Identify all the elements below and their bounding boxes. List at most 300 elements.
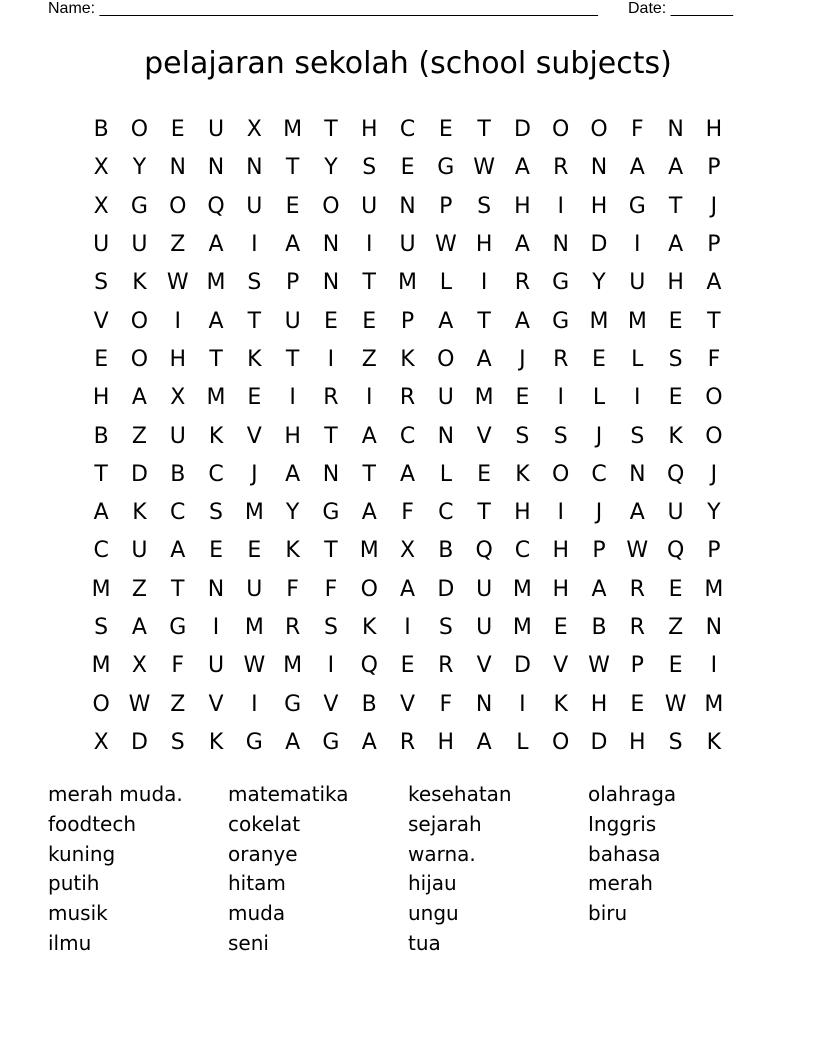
word-list-item: cokelat: [228, 811, 301, 836]
grid-letter[interactable]: H: [552, 538, 569, 564]
grid-letter[interactable]: E: [592, 346, 606, 372]
grid-letter[interactable]: R: [438, 653, 454, 679]
grid-letter[interactable]: X: [246, 117, 262, 143]
grid-letter[interactable]: D: [130, 729, 148, 755]
grid-letter[interactable]: Y: [285, 500, 300, 526]
grid-letter[interactable]: J: [710, 193, 718, 219]
grid-letter[interactable]: V: [323, 691, 339, 717]
grid-letter[interactable]: I: [365, 385, 373, 411]
grid-letter[interactable]: V: [246, 423, 262, 449]
grid-letter[interactable]: Z: [131, 423, 147, 449]
grid-letter[interactable]: C: [399, 117, 416, 143]
grid-letter[interactable]: S: [94, 270, 109, 296]
grid-letter[interactable]: F: [630, 117, 644, 143]
grid-letter[interactable]: T: [477, 500, 491, 526]
grid-letter[interactable]: N: [437, 423, 455, 449]
grid-letter[interactable]: M: [91, 653, 111, 679]
grid-letter[interactable]: A: [476, 346, 492, 372]
grid-letter[interactable]: T: [324, 117, 338, 143]
grid-letter[interactable]: S: [209, 500, 224, 526]
grid-letter[interactable]: W: [626, 538, 649, 564]
grid-letter[interactable]: A: [706, 270, 722, 296]
grid-letter[interactable]: W: [166, 270, 189, 296]
grid-letter[interactable]: M: [91, 576, 111, 602]
grid-letter[interactable]: A: [361, 729, 377, 755]
grid-letter[interactable]: O: [552, 729, 570, 755]
grid-letter[interactable]: L: [592, 385, 606, 411]
grid-letter[interactable]: T: [707, 308, 721, 334]
grid-letter[interactable]: K: [247, 346, 262, 372]
grid-letter[interactable]: U: [284, 308, 301, 334]
grid-letter[interactable]: N: [629, 461, 646, 487]
grid-letter[interactable]: A: [591, 576, 607, 602]
grid-letter[interactable]: X: [399, 538, 416, 564]
grid-letter[interactable]: M: [359, 538, 379, 564]
grid-letter[interactable]: C: [208, 461, 224, 487]
grid-letter[interactable]: F: [171, 653, 185, 679]
grid-letter[interactable]: N: [322, 270, 340, 296]
grid-letter[interactable]: Y: [592, 270, 606, 296]
word-list-item: merah muda.: [48, 782, 183, 806]
grid-letter[interactable]: R: [629, 615, 645, 640]
grid-letter[interactable]: G: [245, 729, 263, 755]
grid-letter[interactable]: S: [323, 615, 338, 640]
grid-letter[interactable]: M: [627, 308, 647, 334]
grid-letter[interactable]: S: [553, 423, 568, 449]
grid-letter[interactable]: W: [664, 691, 687, 717]
grid-letter[interactable]: N: [246, 155, 263, 181]
grid-letter[interactable]: B: [93, 423, 109, 449]
grid-letter[interactable]: N: [207, 576, 225, 602]
grid-letter[interactable]: V: [93, 308, 109, 334]
grid-letter[interactable]: S: [668, 729, 683, 755]
grid-letter[interactable]: N: [667, 117, 684, 143]
grid-letter[interactable]: E: [515, 385, 530, 411]
grid-letter[interactable]: F: [707, 346, 721, 372]
grid-letter[interactable]: O: [437, 346, 455, 372]
grid-letter[interactable]: R: [323, 385, 339, 411]
grid-letter[interactable]: A: [208, 232, 224, 258]
word-list: [48, 780, 768, 959]
grid-letter[interactable]: T: [171, 576, 185, 602]
grid-letter[interactable]: A: [629, 155, 645, 181]
grid-letter[interactable]: O: [92, 691, 110, 717]
grid-letter[interactable]: A: [514, 155, 530, 181]
grid-letter[interactable]: S: [630, 423, 645, 449]
grid-letter[interactable]: N: [322, 461, 340, 487]
grid-letter[interactable]: M: [206, 385, 226, 411]
grid-letter[interactable]: M: [244, 500, 264, 526]
grid-letter[interactable]: H: [667, 270, 684, 296]
grid-letter[interactable]: Q: [475, 538, 493, 564]
grid-letter[interactable]: U: [93, 232, 110, 258]
grid-letter[interactable]: A: [208, 308, 224, 334]
grid-letter[interactable]: E: [209, 538, 223, 564]
grid-letter[interactable]: K: [400, 346, 415, 372]
grid-letter[interactable]: P: [400, 308, 415, 334]
word-list-item: bahasa: [588, 841, 661, 866]
grid-letter[interactable]: E: [247, 538, 262, 564]
grid-letter[interactable]: Z: [668, 615, 684, 640]
grid-letter[interactable]: E: [362, 308, 377, 334]
grid-letter[interactable]: I: [327, 653, 335, 679]
grid-letter[interactable]: N: [705, 615, 723, 640]
grid-letter[interactable]: G: [130, 193, 148, 219]
grid-letter[interactable]: X: [131, 653, 147, 679]
grid-letter[interactable]: I: [557, 193, 564, 219]
grid-letter[interactable]: Q: [207, 193, 225, 219]
grid-letter[interactable]: Y: [707, 500, 721, 526]
grid-letter[interactable]: R: [629, 576, 645, 602]
grid-letter[interactable]: R: [553, 155, 569, 181]
grid-letter[interactable]: N: [590, 155, 608, 181]
grid-letter[interactable]: I: [251, 691, 258, 717]
grid-letter[interactable]: E: [400, 155, 415, 181]
grid-letter[interactable]: S: [362, 155, 377, 181]
grid-letter[interactable]: I: [251, 232, 258, 258]
grid-letter[interactable]: O: [552, 461, 570, 487]
grid-letter[interactable]: V: [476, 653, 492, 679]
grid-letter[interactable]: G: [322, 500, 340, 526]
grid-letter[interactable]: W: [434, 232, 457, 258]
grid-letter[interactable]: O: [705, 385, 723, 411]
grid-letter[interactable]: H: [475, 232, 493, 258]
grid-letter[interactable]: G: [284, 691, 302, 717]
grid-letter[interactable]: U: [207, 653, 225, 679]
grid-letter[interactable]: M: [704, 691, 724, 717]
grid-letter[interactable]: M: [589, 308, 609, 334]
grid-letter[interactable]: S: [170, 729, 185, 755]
grid-letter[interactable]: A: [170, 538, 186, 564]
grid-letter[interactable]: S: [438, 615, 453, 640]
grid-letter[interactable]: R: [284, 615, 301, 640]
grid-letter[interactable]: N: [475, 691, 493, 717]
grid-letter[interactable]: I: [557, 385, 564, 411]
grid-letter[interactable]: X: [170, 385, 186, 411]
grid-letter[interactable]: E: [247, 385, 262, 411]
grid-letter[interactable]: A: [285, 729, 301, 755]
grid-letter[interactable]: F: [324, 576, 338, 602]
grid-letter[interactable]: N: [169, 155, 186, 181]
grid-letter[interactable]: Y: [132, 155, 147, 181]
grid-letter[interactable]: K: [208, 423, 224, 449]
grid-letter[interactable]: K: [132, 500, 147, 526]
grid-letter[interactable]: M: [512, 576, 532, 602]
grid-letter[interactable]: G: [322, 729, 340, 755]
grid-letter[interactable]: E: [668, 308, 683, 334]
grid-letter[interactable]: P: [707, 538, 721, 564]
grid-letter[interactable]: E: [630, 691, 645, 717]
grid-letter[interactable]: I: [212, 615, 220, 640]
grid-letter[interactable]: E: [477, 461, 492, 487]
grid-letter[interactable]: C: [438, 500, 454, 526]
date-field[interactable]: Date: _______: [628, 0, 733, 17]
grid-letter[interactable]: A: [514, 232, 530, 258]
grid-letter[interactable]: P: [707, 232, 721, 258]
grid-letter[interactable]: O: [130, 117, 149, 143]
grid-letter[interactable]: T: [324, 423, 338, 449]
grid-letter[interactable]: O: [590, 117, 608, 143]
grid-letter[interactable]: D: [513, 117, 531, 143]
grid-letter[interactable]: J: [710, 461, 718, 487]
grid-letter[interactable]: A: [476, 729, 492, 755]
grid-letter[interactable]: Y: [324, 155, 338, 181]
grid-letter[interactable]: H: [514, 500, 531, 526]
grid-letter[interactable]: U: [169, 423, 186, 449]
grid-letter[interactable]: C: [93, 538, 109, 564]
grid-letter[interactable]: S: [94, 615, 109, 640]
grid-letter[interactable]: R: [399, 385, 416, 411]
grid-letter[interactable]: A: [514, 308, 530, 334]
grid-letter[interactable]: J: [595, 500, 603, 526]
grid-letter[interactable]: Z: [170, 232, 186, 258]
grid-letter[interactable]: N: [207, 155, 225, 181]
grid-letter[interactable]: H: [590, 691, 608, 717]
grid-letter[interactable]: U: [131, 538, 148, 564]
grid-letter[interactable]: E: [668, 653, 683, 679]
grid-letter[interactable]: G: [169, 615, 187, 640]
grid-letter[interactable]: I: [480, 270, 488, 296]
grid-letter[interactable]: A: [131, 385, 147, 411]
grid-letter[interactable]: K: [706, 729, 722, 755]
grid-letter[interactable]: M: [283, 117, 303, 143]
grid-letter[interactable]: G: [437, 155, 455, 181]
grid-letter[interactable]: P: [707, 155, 721, 181]
grid-letter[interactable]: V: [399, 691, 416, 717]
grid-letter[interactable]: P: [630, 653, 644, 679]
grid-letter[interactable]: O: [169, 193, 187, 219]
grid-letter[interactable]: T: [209, 346, 223, 372]
grid-letter[interactable]: G: [628, 193, 646, 219]
grid-letter[interactable]: D: [130, 461, 148, 487]
word-list-item: Inggris: [588, 811, 657, 836]
grid-letter[interactable]: F: [286, 576, 299, 602]
grid-letter[interactable]: T: [477, 117, 491, 143]
grid-letter[interactable]: U: [399, 232, 416, 258]
grid-letter[interactable]: K: [362, 615, 377, 640]
grid-letter[interactable]: O: [130, 346, 149, 372]
grid-letter[interactable]: W: [473, 155, 495, 181]
grid-letter[interactable]: Z: [131, 576, 147, 602]
grid-letter[interactable]: T: [477, 308, 491, 334]
grid-letter[interactable]: S: [477, 193, 492, 219]
grid-letter[interactable]: B: [438, 538, 454, 564]
grid-letter[interactable]: I: [404, 615, 411, 640]
grid-letter[interactable]: T: [668, 193, 683, 219]
grid-letter[interactable]: T: [285, 155, 300, 181]
grid-letter[interactable]: Q: [666, 461, 685, 487]
grid-letter[interactable]: V: [208, 691, 224, 717]
grid-letter[interactable]: V: [553, 653, 569, 679]
grid-letter[interactable]: S: [515, 423, 530, 449]
grid-letter[interactable]: I: [327, 346, 335, 372]
grid-letter[interactable]: L: [631, 346, 644, 372]
grid-letter[interactable]: Z: [361, 346, 377, 372]
grid-letter[interactable]: E: [323, 308, 338, 334]
grid-letter[interactable]: D: [590, 232, 608, 258]
grid-letter[interactable]: H: [629, 729, 646, 755]
grid-letter[interactable]: A: [629, 500, 645, 526]
grid-letter[interactable]: H: [169, 346, 187, 372]
grid-letter[interactable]: F: [401, 500, 414, 526]
grid-letter[interactable]: E: [668, 385, 683, 411]
grid-letter[interactable]: M: [283, 653, 303, 679]
grid-letter[interactable]: K: [132, 270, 147, 296]
grid-letter[interactable]: V: [476, 423, 492, 449]
grid-letter[interactable]: F: [439, 691, 453, 717]
grid-letter[interactable]: B: [591, 615, 607, 640]
grid-letter[interactable]: A: [361, 500, 377, 526]
grid-letter[interactable]: P: [439, 193, 453, 219]
grid-letter[interactable]: T: [324, 538, 338, 564]
grid-letter[interactable]: A: [285, 232, 301, 258]
grid-letter[interactable]: U: [476, 576, 493, 602]
grid-letter[interactable]: R: [514, 270, 531, 296]
grid-letter[interactable]: U: [131, 232, 148, 258]
word-list-item: putih: [48, 871, 100, 896]
grid-letter[interactable]: I: [174, 308, 181, 334]
grid-letter[interactable]: B: [170, 461, 186, 487]
grid-letter[interactable]: J: [519, 346, 526, 372]
grid-letter[interactable]: A: [361, 423, 377, 449]
grid-letter[interactable]: H: [284, 423, 301, 449]
grid-letter[interactable]: E: [400, 653, 415, 679]
grid-letter[interactable]: D: [513, 653, 531, 679]
grid-letter[interactable]: I: [365, 232, 373, 258]
grid-letter[interactable]: M: [704, 576, 724, 602]
grid-letter[interactable]: E: [668, 576, 683, 602]
grid-letter[interactable]: A: [668, 155, 684, 181]
grid-letter[interactable]: Q: [666, 538, 685, 564]
grid-letter[interactable]: G: [552, 270, 570, 296]
grid-letter[interactable]: X: [93, 193, 109, 219]
grid-letter[interactable]: A: [131, 615, 147, 640]
grid-letter[interactable]: E: [438, 117, 453, 143]
grid-letter[interactable]: A: [285, 461, 301, 487]
grid-letter[interactable]: Q: [360, 653, 378, 679]
grid-letter[interactable]: O: [322, 193, 340, 219]
grid-letter[interactable]: T: [362, 461, 376, 487]
grid-letter[interactable]: C: [399, 423, 416, 449]
grid-letter[interactable]: N: [399, 193, 416, 219]
grid-letter[interactable]: I: [634, 385, 641, 411]
grid-letter[interactable]: A: [438, 308, 454, 334]
grid-letter[interactable]: H: [437, 729, 455, 755]
grid-letter[interactable]: C: [170, 500, 186, 526]
grid-letter[interactable]: W: [588, 653, 610, 679]
grid-letter[interactable]: N: [322, 232, 340, 258]
grid-letter[interactable]: K: [668, 423, 683, 449]
grid-letter[interactable]: K: [553, 691, 568, 717]
grid-letter[interactable]: U: [246, 576, 263, 602]
grid-letter[interactable]: I: [634, 232, 641, 258]
grid-letter[interactable]: I: [519, 691, 526, 717]
grid-letter[interactable]: K: [515, 461, 530, 487]
grid-letter[interactable]: I: [710, 653, 718, 679]
grid-letter[interactable]: I: [289, 385, 296, 411]
grid-letter[interactable]: B: [361, 691, 377, 717]
name-field[interactable]: Name: ________________________________________________________: [48, 0, 598, 17]
grid-letter[interactable]: Z: [170, 691, 186, 717]
grid-letter[interactable]: K: [208, 729, 224, 755]
grid-letter[interactable]: O: [130, 308, 149, 334]
grid-letter[interactable]: J: [595, 423, 603, 449]
grid-letter[interactable]: R: [553, 346, 569, 372]
grid-letter[interactable]: X: [93, 729, 109, 755]
grid-letter[interactable]: U: [246, 193, 263, 219]
grid-letter[interactable]: N: [552, 232, 569, 258]
grid-letter[interactable]: L: [516, 729, 529, 755]
grid-letter[interactable]: I: [557, 500, 564, 526]
grid-letter[interactable]: M: [474, 385, 494, 411]
grid-letter[interactable]: X: [93, 155, 109, 181]
grid-letter[interactable]: A: [93, 500, 109, 526]
grid-letter[interactable]: H: [552, 576, 569, 602]
grid-letter[interactable]: E: [94, 346, 109, 372]
grid-letter[interactable]: C: [514, 538, 531, 564]
grid-letter[interactable]: M: [244, 615, 264, 640]
grid-letter[interactable]: K: [285, 538, 300, 564]
grid-letter[interactable]: C: [591, 461, 607, 487]
grid-letter[interactable]: P: [285, 270, 300, 296]
grid-letter[interactable]: H: [360, 117, 378, 143]
word-list-item: muda: [228, 901, 286, 926]
grid-letter[interactable]: H: [92, 385, 110, 411]
grid-letter[interactable]: S: [247, 270, 262, 296]
grid-letter[interactable]: H: [590, 193, 608, 219]
grid-letter[interactable]: H: [705, 117, 723, 143]
grid-letter[interactable]: A: [399, 576, 416, 602]
grid-letter[interactable]: U: [207, 117, 225, 143]
grid-letter[interactable]: T: [285, 346, 300, 372]
grid-letter[interactable]: E: [285, 193, 300, 219]
grid-letter[interactable]: E: [553, 615, 568, 640]
grid-letter[interactable]: E: [170, 117, 185, 143]
grid-letter[interactable]: A: [399, 461, 416, 487]
grid-letter[interactable]: O: [552, 117, 570, 143]
grid-letter[interactable]: U: [437, 385, 454, 411]
grid-letter[interactable]: U: [629, 270, 646, 296]
grid-letter[interactable]: U: [667, 500, 684, 526]
grid-letter[interactable]: W: [243, 653, 266, 679]
grid-letter[interactable]: O: [705, 423, 723, 449]
grid-letter[interactable]: O: [360, 576, 378, 602]
grid-letter[interactable]: D: [590, 729, 608, 755]
grid-letter[interactable]: U: [476, 615, 493, 640]
grid-letter[interactable]: G: [552, 308, 570, 334]
grid-letter[interactable]: B: [93, 117, 109, 143]
grid-letter[interactable]: L: [439, 270, 452, 296]
grid-letter[interactable]: L: [439, 461, 452, 487]
header-line: [48, 0, 748, 20]
grid-letter[interactable]: T: [94, 461, 108, 487]
grid-letter[interactable]: P: [592, 538, 606, 564]
grid-letter[interactable]: T: [247, 308, 262, 334]
word-list-item: kesehatan: [408, 782, 512, 806]
grid-letter[interactable]: M: [398, 270, 418, 296]
grid-letter[interactable]: W: [128, 691, 151, 717]
grid-letter[interactable]: M: [512, 615, 532, 640]
grid-letter[interactable]: T: [362, 270, 376, 296]
grid-letter[interactable]: S: [668, 346, 683, 372]
grid-letter[interactable]: A: [668, 232, 684, 258]
grid-letter[interactable]: H: [514, 193, 531, 219]
grid-letter[interactable]: U: [361, 193, 378, 219]
grid-letter[interactable]: J: [251, 461, 258, 487]
grid-letter[interactable]: D: [437, 576, 455, 602]
grid-letter[interactable]: M: [206, 270, 226, 296]
grid-letter[interactable]: R: [399, 729, 416, 755]
